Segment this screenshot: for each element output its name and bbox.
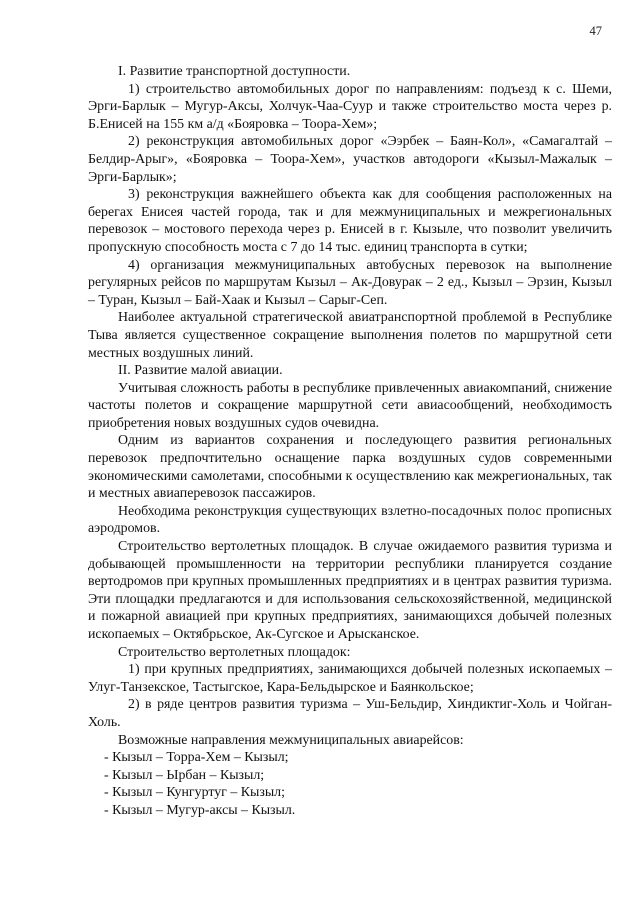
list-item-heliports-mining: 1) при крупных предприятиях, занимающихся добычей полезных ископаемых – Улуг-Танзекское, Тастыгское, Кара-Бельдырское и Баянкольское; [88, 662, 612, 695]
paragraph-aircraft-need: Учитывая сложность работы в республике привлеченных авиакомпаний, снижение частоты полетов и сокращение маршрутной сети авиасообщений, необходимость приобретения новых воздушных судов очевидна. [88, 380, 612, 431]
list-item-heliports-tourism: 2) в ряде центров развития туризма – Уш-Бельдир, Хиндиктиг-Холь и Чойган-Холь. [88, 697, 612, 730]
route-item: - Кызыл – Торра-Хем – Кызыл; [104, 750, 289, 766]
paragraph-runway-reconstruction: Необходима реконструкция существующих взлетно-посадочных полос прописных аэродромов. [88, 503, 612, 537]
paragraph-air-transport-problem: Наиболее актуальной стратегической авиатранспортной проблемой в Республике Тыва является существенное сокращение выполнения полетов по маршрутной сети местных воздушных линий. [88, 310, 612, 361]
section-heading-small-aviation: II. Развитие малой авиации. [118, 363, 283, 379]
paragraph-regional-transport: Одним из вариантов сохранения и последующего развития региональных перевозок предпочтительно оснащение парка воздушных судов современными экономическими самолетами, способными к осуществлению как межрегиональных, так и местных авиаперевозок пассажиров. [88, 433, 612, 502]
list-item-bus-routes: 4) организация межмуниципальных автобусных перевозок на выполнение регулярных рейсов по маршрутам Кызыл – Ак-Довурак – 2 ед., Кызыл – Эрзин, Кызыл – Туран, Кызыл – Бай-Хаак и Кызыл – Сарыг-Сеп. [88, 257, 612, 308]
list-item-bridge-reconstruction: 3) реконструкция важнейшего объекта как для сообщения расположенных на берегах Енисея частей города, так и для межмуниципальных и межрегиональных перевозок – мостового перехода через р. Енисей в г. Кызыле, что позволит увеличить пропускную способность моста с 7 до 14 тыс. единиц транспорта в сутки; [88, 187, 612, 255]
list-item-road-reconstruction: 2) реконструкция автомобильных дорог «Ээрбек – Баян-Кол», «Самагалтай – Белдир-Арыг», «Бояровка – Тоора-Хем», участков автодороги «Кызыл-Мажалык – Эрги-Барлык»; [88, 134, 612, 185]
paragraph-air-routes-intro: Возможные направления межмуниципальных авиарейсов: [118, 732, 464, 748]
paragraph-heliport-construction: Строительство вертолетных площадок. В случае ожидаемого развития туризма и добывающей промышленности на территории республики планируется создание вертодромов при крупных промышленных предприятиях и в центрах развития туризма. Эти площадки предлагаются и для использования сельскохозяйственной, медицинской и пожарной авиацией при крупных предприятиях, занимающихся добычей полезных ископаемых – Октябрьское, Ак-Сугское и Арысканское. [88, 539, 612, 642]
paragraph-heliport-list-intro: Строительство вертолетных площадок: [118, 644, 351, 660]
route-item: - Кызыл – Мугур-аксы – Кызыл. [104, 802, 296, 818]
page-number: 47 [589, 24, 602, 38]
body-text [88, 63, 612, 820]
list-item-road-construction: 1) строительство автомобильных дорог по направлениям: подъезд к с. Шеми, Эрги-Барлык – Мугур-Аксы, Холчук-Чаа-Суур и также строительство моста через р. Б.Енисей на 155 км а/д «Бояровка – Тоора-Хем»; [88, 81, 612, 132]
section-heading-transport: I. Развитие транспортной доступности. [118, 64, 351, 79]
route-item: - Кызыл – Ырбан – Кызыл; [104, 767, 265, 783]
route-item: - Кызыл – Кунгуртуг – Кызыл; [104, 785, 285, 801]
